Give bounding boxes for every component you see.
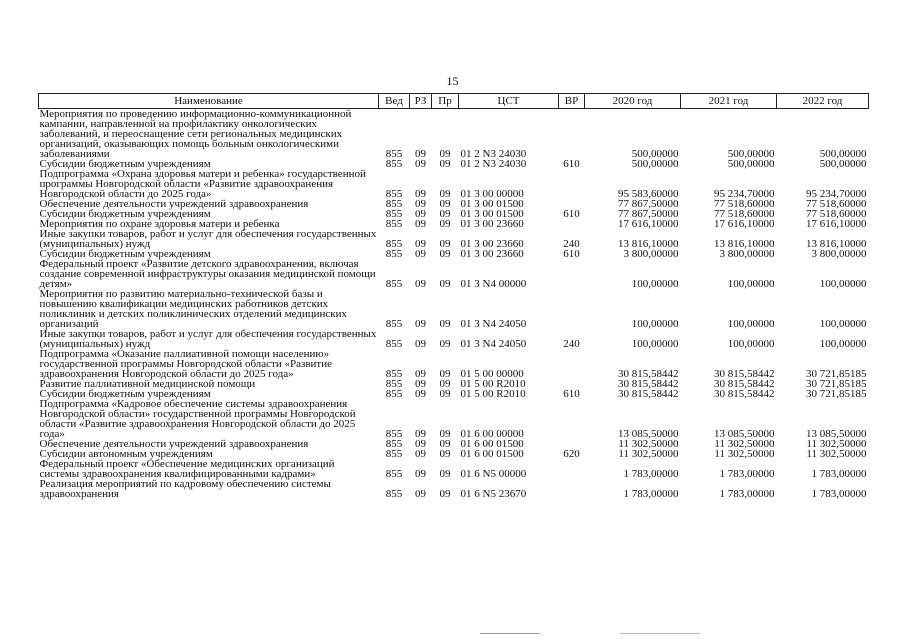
- table-row: [39, 229, 869, 249]
- table-row: [39, 459, 869, 479]
- cell-cst: 01 3 00 01500: [460, 198, 524, 210]
- cell-y2020: 77 867,50000: [618, 198, 679, 210]
- cell-rz: 09: [415, 468, 426, 480]
- cell-pr: 09: [439, 448, 451, 460]
- cell-name: Подпрограмма «Охрана здоровья матери и ребенка» государственной программы Новгородской области «Развитие здравоохранения Новгородской области до 2025 года»: [39, 168, 366, 200]
- cell-name: Развитие паллиативной медицинской помощи: [39, 378, 256, 390]
- cell-y2020: 100,00000: [631, 338, 679, 350]
- cell-y2022: 500,00000: [819, 158, 867, 170]
- cell-y2021: 30 815,58442: [714, 368, 775, 380]
- cell-ved: 855: [385, 248, 403, 260]
- cell-vr: 240: [563, 238, 580, 250]
- header-2021: 2021 год: [681, 94, 777, 109]
- cell-y2020: 1 783,00000: [623, 488, 679, 500]
- cell-y2022: 95 234,70000: [806, 188, 867, 200]
- cell-vr: [559, 219, 585, 229]
- cell-y2020: 11 302,50000: [618, 448, 679, 460]
- cell-y2021: 11 302,50000: [714, 438, 775, 450]
- cell-y2021: 3 800,00000: [719, 248, 775, 260]
- cell-cst: 01 6 00 01500: [460, 448, 524, 460]
- cell-pr: 09: [439, 438, 451, 450]
- cell-pr: 09: [439, 158, 451, 170]
- cell-y2021: 77 518,60000: [714, 198, 775, 210]
- cell-vr: 610: [563, 208, 580, 220]
- header-pr: Пр: [432, 94, 459, 109]
- cell-y2021: 30 815,58442: [714, 388, 775, 400]
- cell-name: Обеспечение деятельности учреждений здравоохранения: [39, 198, 309, 210]
- budget-table: [38, 93, 869, 499]
- cell-ved: 855: [385, 448, 403, 460]
- cell-y2022: 11 302,50000: [806, 438, 867, 450]
- cell-y2022: 77 518,60000: [806, 198, 867, 210]
- cell-y2022: 1 783,00000: [811, 468, 867, 480]
- cell-y2022: 100,00000: [819, 318, 867, 330]
- cell-vr: [559, 459, 585, 479]
- cell-y2020: 100,00000: [631, 278, 679, 290]
- cell-rz: 09: [415, 388, 426, 400]
- cell-cst: 01 3 00 23660: [460, 238, 524, 250]
- cell-y2022: 11 302,50000: [806, 448, 867, 460]
- cell-rz: 09: [415, 438, 426, 450]
- cell-cst: 01 6 00 00000: [460, 428, 524, 440]
- cell-pr: 09: [439, 468, 451, 480]
- cell-y2020: 500,00000: [631, 148, 679, 160]
- cell-y2021: 17 616,10000: [714, 218, 775, 230]
- cell-ved: 855: [385, 438, 403, 450]
- table-row: [39, 349, 869, 379]
- header-cst: ЦСТ: [459, 94, 559, 109]
- cell-y2022: 3 800,00000: [811, 248, 867, 260]
- cell-name: Реализация мероприятий по кадровому обеспечению системы здравоохранения: [39, 478, 331, 500]
- cell-y2020: 30 815,58442: [618, 378, 679, 390]
- cell-name: Иные закупки товаров, работ и услуг для обеспечения государственных (муниципальных) нужд: [39, 328, 377, 350]
- cell-cst: 01 6 N5 23670: [460, 488, 527, 500]
- cell-pr: 09: [439, 318, 451, 330]
- cell-y2021: 100,00000: [727, 278, 775, 290]
- cell-y2022: 1 783,00000: [811, 488, 867, 500]
- cell-pr: 09: [439, 218, 451, 230]
- cell-ved: 855: [385, 368, 403, 380]
- cell-vr: 610: [563, 248, 580, 260]
- cell-name: Субсидии бюджетным учреждениям: [39, 208, 211, 220]
- cell-y2022: 17 616,10000: [806, 218, 867, 230]
- cell-rz: 09: [415, 338, 426, 350]
- cell-vr: [559, 349, 585, 379]
- page-number: 15: [446, 74, 459, 88]
- cell-pr: 09: [439, 338, 451, 350]
- cell-ved: 855: [385, 278, 403, 290]
- cell-name: Подпрограмма «Кадровое обеспечение системы здравоохранения Новгородской области» государственной программы Новгородской области «Развитие здравоохранения Новгородской области до 2025 года»: [39, 398, 356, 440]
- cell-y2022: 30 721,85185: [806, 378, 867, 390]
- cell-ved: 855: [385, 198, 403, 210]
- cell-name: Мероприятия по проведению информационно-коммуникационной кампании, направленной на профилактику онкологических заболеваний, и переоснащение сети региональных медицинских организаций, оказывающих помощь больным онкологическими заболеваниями: [39, 108, 352, 160]
- cell-y2021: 11 302,50000: [714, 448, 775, 460]
- cell-rz: 09: [415, 248, 426, 260]
- cell-name: Субсидии бюджетным учреждениям: [39, 388, 211, 400]
- cell-pr: 09: [439, 488, 451, 500]
- cell-cst: 01 6 00 01500: [460, 438, 524, 450]
- cell-y2020: 95 583,60000: [618, 188, 679, 200]
- cell-name: Подпрограмма «Оказание паллиативной помощи населению» государственной программы Новгородской области «Развитие здравоохранения Новгородской области до 2025 года»: [39, 348, 332, 380]
- table-row: [39, 109, 869, 160]
- cell-pr: 09: [439, 388, 451, 400]
- cell-y2021: 13 085,50000: [714, 428, 775, 440]
- scan-artifact: [620, 633, 700, 634]
- cell-y2021: 1 783,00000: [719, 468, 775, 480]
- cell-rz: 09: [415, 448, 426, 460]
- cell-y2021: 30 815,58442: [714, 378, 775, 390]
- cell-pr: 09: [439, 248, 451, 260]
- cell-name: Федеральный проект «Развитие детского здравоохранения, включая создание современной инфраструктуры оказания медицинской помощи детям»: [39, 258, 376, 290]
- cell-vr: [559, 399, 585, 439]
- cell-pr: 09: [439, 378, 451, 390]
- cell-pr: 09: [439, 278, 451, 290]
- cell-vr: 610: [563, 158, 580, 170]
- cell-cst: 01 3 00 23660: [460, 248, 524, 260]
- cell-y2020: 500,00000: [631, 158, 679, 170]
- cell-cst: 01 2 N3 24030: [460, 148, 527, 160]
- cell-y2020: 11 302,50000: [618, 438, 679, 450]
- cell-cst: 01 5 00 R2010: [460, 378, 526, 390]
- cell-y2020: 77 867,50000: [618, 208, 679, 220]
- cell-cst: 01 2 N3 24030: [460, 158, 527, 170]
- cell-y2022: 30 721,85185: [806, 368, 867, 380]
- cell-rz: 09: [415, 188, 426, 200]
- cell-name: Иные закупки товаров, работ и услуг для обеспечения государственных (муниципальных) нужд: [39, 228, 377, 250]
- cell-cst: 01 3 00 00000: [460, 188, 524, 200]
- cell-vr: 240: [563, 338, 580, 350]
- header-2020: 2020 год: [585, 94, 681, 109]
- cell-y2021: 100,00000: [727, 318, 775, 330]
- cell-rz: 09: [415, 208, 426, 220]
- cell-y2020: 30 815,58442: [618, 388, 679, 400]
- scan-artifact: [480, 633, 540, 634]
- header-name: Наименование: [39, 94, 379, 109]
- cell-rz: 09: [415, 148, 426, 160]
- cell-y2022: 30 721,85185: [806, 388, 867, 400]
- header-rz: РЗ: [410, 94, 432, 109]
- cell-y2022: 100,00000: [819, 278, 867, 290]
- cell-rz: 09: [415, 238, 426, 250]
- cell-y2022: 500,00000: [819, 148, 867, 160]
- cell-name: Субсидии автономным учреждениям: [39, 448, 213, 460]
- cell-pr: 09: [439, 428, 451, 440]
- cell-y2020: 13 085,50000: [618, 428, 679, 440]
- cell-name: Федеральный проект «Обеспечение медицинских организаций системы здравоохранения квалифицированными кадрами»: [39, 458, 335, 480]
- cell-rz: 09: [415, 428, 426, 440]
- cell-y2020: 3 800,00000: [623, 248, 679, 260]
- cell-ved: 855: [385, 428, 403, 440]
- cell-y2021: 500,00000: [727, 148, 775, 160]
- cell-y2022: 77 518,60000: [806, 208, 867, 220]
- cell-y2022: 13 085,50000: [806, 428, 867, 440]
- header-2022: 2022 год: [777, 94, 869, 109]
- cell-ved: 855: [385, 388, 403, 400]
- cell-pr: 09: [439, 198, 451, 210]
- cell-cst: 01 3 N4 00000: [460, 278, 527, 290]
- cell-cst: 01 3 N4 24050: [460, 338, 527, 350]
- cell-name: Мероприятия по развитию материально-технической базы и повышению квалификации медицинских работников детских поликлиник и детских поликлинических отделений медицинских организаций: [39, 288, 348, 330]
- cell-ved: 855: [385, 378, 403, 390]
- cell-cst: 01 5 00 00000: [460, 368, 524, 380]
- cell-y2022: 100,00000: [819, 338, 867, 350]
- cell-cst: 01 3 N4 24050: [460, 318, 527, 330]
- table-row: [39, 259, 869, 289]
- cell-y2021: 77 518,60000: [714, 208, 775, 220]
- cell-y2020: 13 816,10000: [618, 238, 679, 250]
- cell-y2021: 1 783,00000: [719, 488, 775, 500]
- cell-y2021: 13 816,10000: [714, 238, 775, 250]
- cell-y2020: 100,00000: [631, 318, 679, 330]
- cell-cst: 01 3 00 23660: [460, 218, 524, 230]
- cell-pr: 09: [439, 208, 451, 220]
- table-header: [39, 94, 869, 109]
- header-ved: Вед: [379, 94, 410, 109]
- cell-ved: 855: [385, 158, 403, 170]
- cell-name: Субсидии бюджетным учреждениям: [39, 248, 211, 260]
- cell-pr: 09: [439, 368, 451, 380]
- cell-rz: 09: [415, 368, 426, 380]
- cell-rz: 09: [415, 378, 426, 390]
- cell-cst: 01 3 00 01500: [460, 208, 524, 220]
- cell-rz: 09: [415, 158, 426, 170]
- table-row: [39, 479, 869, 499]
- cell-ved: 855: [385, 468, 403, 480]
- header-vr: ВР: [559, 94, 585, 109]
- cell-pr: 09: [439, 188, 451, 200]
- table-row: [39, 329, 869, 349]
- cell-ved: 855: [385, 188, 403, 200]
- cell-name: Субсидии бюджетным учреждениям: [39, 158, 211, 170]
- cell-y2020: 17 616,10000: [618, 218, 679, 230]
- table-row: [39, 399, 869, 439]
- cell-rz: 09: [415, 318, 426, 330]
- cell-ved: 855: [385, 488, 403, 500]
- cell-rz: 09: [415, 198, 426, 210]
- cell-y2022: 13 816,10000: [806, 238, 867, 250]
- cell-y2021: 500,00000: [727, 158, 775, 170]
- cell-ved: 855: [385, 338, 403, 350]
- cell-vr: 610: [563, 388, 580, 400]
- cell-ved: 855: [385, 208, 403, 220]
- cell-ved: 855: [385, 148, 403, 160]
- table-body: [39, 109, 869, 500]
- cell-cst: 01 5 00 R2010: [460, 388, 526, 400]
- cell-y2021: 100,00000: [727, 338, 775, 350]
- table-row: [39, 289, 869, 329]
- cell-pr: 09: [439, 148, 451, 160]
- cell-name: Мероприятия по охране здоровья матери и ребенка: [39, 218, 280, 230]
- cell-ved: 855: [385, 238, 403, 250]
- cell-rz: 09: [415, 488, 426, 500]
- cell-y2020: 1 783,00000: [623, 468, 679, 480]
- cell-vr: [559, 479, 585, 499]
- cell-rz: 09: [415, 278, 426, 290]
- cell-vr: [559, 109, 585, 160]
- cell-ved: 855: [385, 318, 403, 330]
- cell-ved: 855: [385, 218, 403, 230]
- cell-vr: [559, 169, 585, 199]
- cell-name: Обеспечение деятельности учреждений здравоохранения: [39, 438, 309, 450]
- cell-rz: 09: [415, 218, 426, 230]
- cell-vr: [559, 259, 585, 289]
- cell-pr: 09: [439, 238, 451, 250]
- cell-vr: 620: [563, 448, 580, 460]
- cell-cst: 01 6 N5 00000: [460, 468, 527, 480]
- cell-y2020: 30 815,58442: [618, 368, 679, 380]
- cell-y2021: 95 234,70000: [714, 188, 775, 200]
- cell-vr: [559, 289, 585, 329]
- table-row: [39, 169, 869, 199]
